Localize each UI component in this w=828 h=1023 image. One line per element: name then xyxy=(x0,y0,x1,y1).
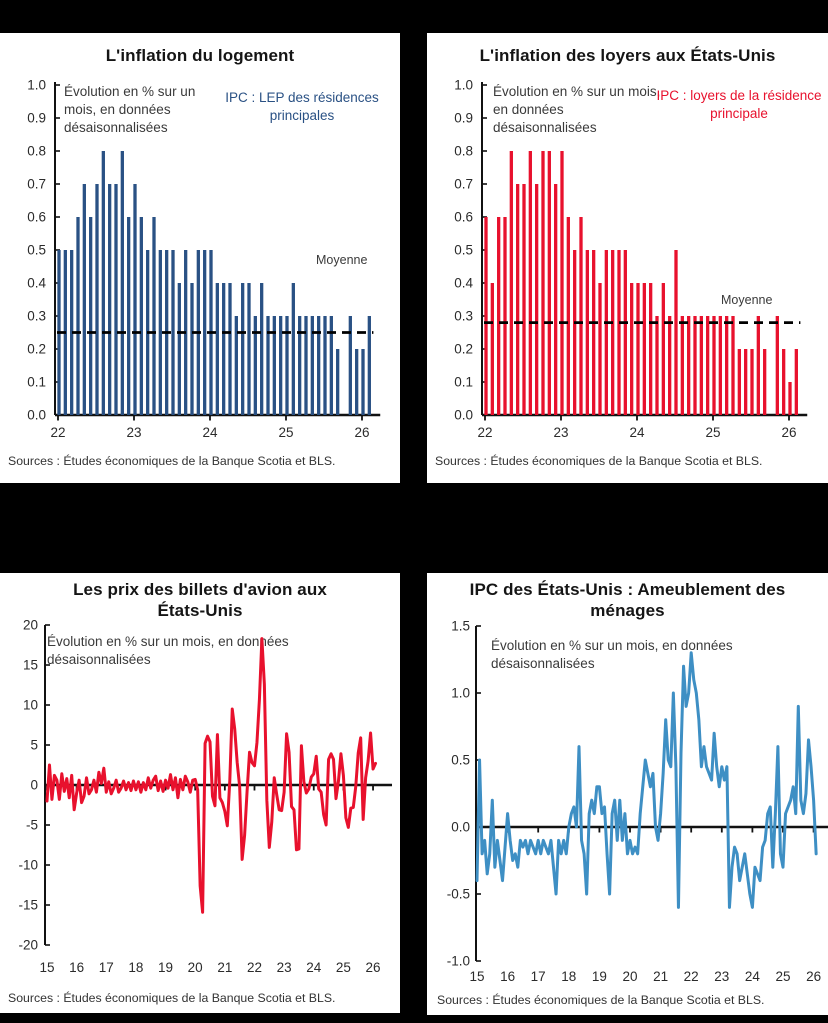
bar xyxy=(503,217,506,415)
bar xyxy=(541,151,544,415)
x-tick-label: 25 xyxy=(278,425,294,440)
bar xyxy=(725,316,728,415)
bar xyxy=(795,349,798,415)
source-note: Sources : Études économiques de la Banque Scotia et BLS. xyxy=(8,991,336,1005)
bar xyxy=(560,151,563,415)
bar xyxy=(630,283,633,415)
bar xyxy=(624,250,627,415)
bar xyxy=(491,283,494,415)
bar xyxy=(152,217,155,415)
y-tick-label: 0.9 xyxy=(454,110,473,126)
bar xyxy=(700,316,703,415)
y-tick-label: 1.0 xyxy=(451,685,470,701)
bar xyxy=(228,283,231,415)
y-tick-label: 0.4 xyxy=(454,275,473,291)
bar xyxy=(592,250,595,415)
x-tick-label: 22 xyxy=(246,960,262,975)
bar xyxy=(361,349,364,415)
panel-us-rent-inflation xyxy=(427,33,828,483)
y-tick-label: -20 xyxy=(18,937,38,953)
y-tick-label: 0.6 xyxy=(27,209,46,225)
bar xyxy=(355,349,358,415)
bar xyxy=(554,184,557,415)
y-tick-label: 0.5 xyxy=(454,242,473,258)
bar xyxy=(522,184,525,415)
y-tick-label: 0.8 xyxy=(454,143,473,159)
series-label: IPC : LEP des résidences principales xyxy=(225,90,379,124)
bar xyxy=(712,316,715,415)
bar xyxy=(247,283,250,415)
bar xyxy=(368,316,371,415)
bar xyxy=(108,184,111,415)
chart-title: IPC des États-Unis : Ameublement des ménages xyxy=(469,580,786,621)
bar xyxy=(178,283,181,415)
x-tick-label: 21 xyxy=(653,969,669,984)
x-tick-label: 22 xyxy=(477,425,493,440)
bar xyxy=(311,316,314,415)
bar xyxy=(750,349,753,415)
bar xyxy=(687,316,690,415)
bar xyxy=(655,316,658,415)
bar xyxy=(706,316,709,415)
bar xyxy=(190,283,193,415)
chart-annotation: Évolution en % sur un mois, en données désaisonnalisées xyxy=(47,634,289,667)
y-tick-label: -15 xyxy=(18,897,38,913)
bar xyxy=(279,316,282,415)
x-tick-label: 18 xyxy=(561,969,577,984)
y-tick-label: 0.2 xyxy=(454,341,473,357)
bar xyxy=(285,316,288,415)
bar xyxy=(579,217,582,415)
bar xyxy=(336,349,339,415)
x-tick-label: 15 xyxy=(39,960,55,975)
source-note: Sources : Études économiques de la Banque Scotia et BLS. xyxy=(437,993,765,1007)
x-tick-label: 25 xyxy=(775,969,791,984)
bar xyxy=(586,250,589,415)
y-tick-label: -1.0 xyxy=(446,953,470,969)
x-tick-label: 19 xyxy=(591,969,607,984)
bar xyxy=(102,151,105,415)
y-tick-label: 0.8 xyxy=(27,143,46,159)
panel-housing-inflation xyxy=(0,33,400,483)
bar xyxy=(484,217,487,415)
y-tick-label: 0.5 xyxy=(451,752,470,768)
bar xyxy=(317,316,320,415)
chart-annotation: Évolution en % sur un mois, en données désaisonnalisées xyxy=(64,84,196,135)
bar xyxy=(216,283,219,415)
bar xyxy=(171,250,174,415)
x-tick-label: 22 xyxy=(683,969,699,984)
bar xyxy=(738,349,741,415)
x-tick-label: 23 xyxy=(714,969,730,984)
y-tick-label: 1.5 xyxy=(451,618,470,634)
bar xyxy=(782,349,785,415)
bar xyxy=(114,184,117,415)
y-tick-label: -5 xyxy=(25,817,38,833)
bar xyxy=(567,217,570,415)
bar xyxy=(763,349,766,415)
chart-annotation: Évolution en % sur un mois, en données désaisonnalisées xyxy=(493,84,661,135)
bar xyxy=(83,184,86,415)
bar-chart-canvas xyxy=(427,33,828,483)
y-tick-label: 0.2 xyxy=(27,341,46,357)
y-tick-label: 0.9 xyxy=(27,110,46,126)
y-tick-label: 0.1 xyxy=(454,374,473,390)
x-tick-label: 20 xyxy=(187,960,203,975)
bar xyxy=(611,250,614,415)
source-note: Sources : Études économiques de la Banque Scotia et BLS. xyxy=(8,454,336,468)
bar xyxy=(598,283,601,415)
bar xyxy=(719,316,722,415)
y-tick-label: 10 xyxy=(22,697,38,713)
bar xyxy=(235,316,238,415)
bar xyxy=(241,283,244,415)
bar xyxy=(643,283,646,415)
y-tick-label: 0.7 xyxy=(454,176,473,192)
y-tick-label: 0.0 xyxy=(451,819,470,835)
y-tick-label: 0.1 xyxy=(27,374,46,390)
chart-title: L'inflation des loyers aux États-Unis xyxy=(479,46,776,65)
bar xyxy=(323,316,326,415)
data-line xyxy=(477,653,816,908)
bar xyxy=(681,316,684,415)
x-tick-label: 18 xyxy=(128,960,144,975)
y-tick-label: -0.5 xyxy=(446,886,470,902)
x-tick-label: 19 xyxy=(158,960,174,975)
bar xyxy=(222,283,225,415)
chart-title: Les prix des billets d'avion aux États-Unis xyxy=(73,580,327,621)
bar xyxy=(662,283,665,415)
panel-us-household-furnishings xyxy=(427,573,828,1015)
bar xyxy=(254,316,257,415)
y-tick-label: 15 xyxy=(22,657,38,673)
y-tick-label: 20 xyxy=(22,617,38,633)
panel-us-airfares xyxy=(0,573,400,1013)
bar xyxy=(573,250,576,415)
bar xyxy=(273,316,276,415)
y-tick-label: 0.5 xyxy=(27,242,46,258)
bar xyxy=(203,250,206,415)
x-tick-label: 17 xyxy=(98,960,114,975)
x-tick-label: 17 xyxy=(530,969,546,984)
x-tick-label: 26 xyxy=(781,425,797,440)
x-tick-label: 25 xyxy=(335,960,351,975)
y-tick-label: 0.6 xyxy=(454,209,473,225)
bar xyxy=(159,250,162,415)
bar xyxy=(260,283,263,415)
bar xyxy=(693,316,696,415)
x-tick-label: 21 xyxy=(217,960,233,975)
bar xyxy=(127,217,130,415)
y-tick-label: 0.0 xyxy=(27,407,46,423)
y-tick-label: 0.7 xyxy=(27,176,46,192)
bar xyxy=(89,217,92,415)
x-tick-label: 25 xyxy=(705,425,721,440)
data-line xyxy=(47,639,376,913)
bar xyxy=(298,316,301,415)
bar xyxy=(668,316,671,415)
bar xyxy=(788,382,791,415)
x-tick-label: 24 xyxy=(202,425,218,440)
bar xyxy=(304,316,307,415)
x-tick-label: 23 xyxy=(276,960,292,975)
bar xyxy=(292,283,295,415)
bar xyxy=(349,316,352,415)
bar xyxy=(776,316,779,415)
bar xyxy=(529,151,532,415)
bar xyxy=(121,151,124,415)
bar xyxy=(548,151,551,415)
y-tick-label: -10 xyxy=(18,857,38,873)
bar xyxy=(76,217,79,415)
chart-annotation: Évolution en % sur un mois, en données désaisonnalisées xyxy=(491,638,733,671)
line-chart-canvas xyxy=(0,573,400,1013)
x-tick-label: 22 xyxy=(50,425,66,440)
bar xyxy=(510,151,513,415)
x-tick-label: 26 xyxy=(354,425,370,440)
bar xyxy=(605,250,608,415)
bar xyxy=(516,184,519,415)
y-tick-label: 0.4 xyxy=(27,275,46,291)
bar xyxy=(617,250,620,415)
x-tick-label: 24 xyxy=(306,960,322,975)
x-tick-label: 23 xyxy=(553,425,569,440)
bar xyxy=(95,184,98,415)
bar xyxy=(133,184,136,415)
bar xyxy=(757,316,760,415)
bar xyxy=(649,283,652,415)
bar xyxy=(744,349,747,415)
x-tick-label: 26 xyxy=(365,960,381,975)
bar xyxy=(330,316,333,415)
chart-title: L'inflation du logement xyxy=(105,46,295,65)
bar xyxy=(674,250,677,415)
x-tick-label: 16 xyxy=(69,960,85,975)
line-chart-canvas xyxy=(427,573,828,1015)
bar xyxy=(636,283,639,415)
x-tick-label: 23 xyxy=(126,425,142,440)
y-tick-label: 0.3 xyxy=(454,308,473,324)
y-tick-label: 0.3 xyxy=(27,308,46,324)
bar-chart-canvas xyxy=(0,33,400,483)
y-tick-label: 0.0 xyxy=(454,407,473,423)
series-label: IPC : loyers de la résidence principale xyxy=(656,88,822,122)
x-tick-label: 24 xyxy=(744,969,760,984)
x-tick-label: 24 xyxy=(629,425,645,440)
mean-label: Moyenne xyxy=(721,293,773,307)
y-tick-label: 0 xyxy=(30,777,38,793)
y-tick-label: 5 xyxy=(30,737,38,753)
x-tick-label: 16 xyxy=(500,969,516,984)
bar xyxy=(497,217,500,415)
bar xyxy=(140,217,143,415)
source-note: Sources : Études économiques de la Banque Scotia et BLS. xyxy=(435,454,763,468)
x-tick-label: 20 xyxy=(622,969,638,984)
y-tick-label: 1.0 xyxy=(27,77,46,93)
x-tick-label: 15 xyxy=(469,969,485,984)
y-tick-label: 1.0 xyxy=(454,77,473,93)
bar xyxy=(731,316,734,415)
bar xyxy=(266,316,269,415)
mean-label: Moyenne xyxy=(316,253,368,267)
x-tick-label: 26 xyxy=(806,969,822,984)
bar xyxy=(535,184,538,415)
